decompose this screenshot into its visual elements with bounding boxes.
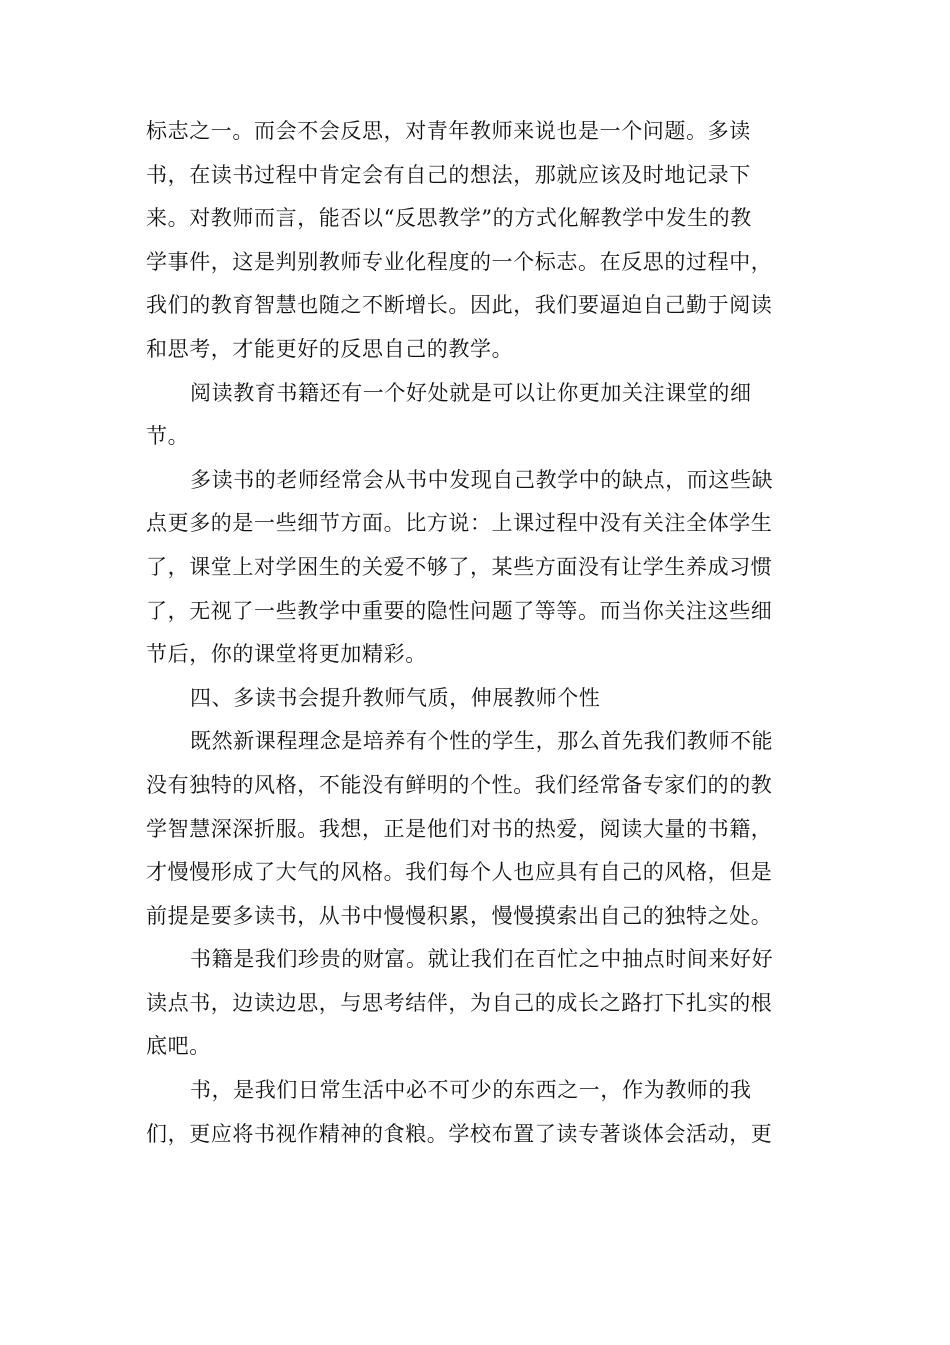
text-line: 才慢慢形成了大气的风格。我们每个人也应具有自己的风格，但是 — [146, 860, 773, 885]
text-line: 了，无视了一些教学中重要的隐性问题了等等。而当你关注这些细 — [146, 598, 773, 623]
text-line: 没有独特的风格，不能没有鲜明的个性。我们经常备专家们的的教 — [146, 772, 773, 797]
text-line: 点更多的是一些细节方面。比方说：上课过程中没有关注全体学生 — [146, 511, 773, 536]
document-body — [146, 110, 774, 1156]
paragraph-first-line: 书籍是我们珍贵的财富。就让我们在百忙之中抽点时间来好好 — [190, 947, 774, 972]
text-line: 学智慧深深折服。我想，正是他们对书的热爱，阅读大量的书籍， — [146, 816, 773, 841]
paragraph-first-line: 多读书的老师经常会从书中发现自己教学中的缺点，而这些缺 — [190, 467, 774, 492]
text-line: 节。 — [146, 424, 190, 449]
text-line: 读点书，边读边思，与思考结伴，为自己的成长之路打下扎实的根 — [146, 990, 773, 1015]
text-line: 书，在读书过程中肯定会有自己的想法，那就应该及时地记录下 — [146, 162, 751, 187]
text-line: 前提是要多读书，从书中慢慢积累，慢慢摸索出自己的独特之处。 — [146, 903, 773, 928]
paragraph-first-line: 既然新课程理念是培养有个性的学生，那么首先我们教师不能 — [190, 729, 774, 754]
text-line: 们，更应将书视作精神的食粮。学校布置了读专著谈体会活动，更 — [146, 1121, 773, 1146]
paragraph-first-line: 四、多读书会提升教师气质，伸展教师个性 — [190, 685, 601, 710]
text-line: 学事件，这是判别教师专业化程度的一个标志。在反思的过程中， — [146, 249, 773, 274]
paragraph-first-line: 阅读教育书籍还有一个好处就是可以让你更加关注课堂的细 — [190, 380, 752, 405]
text-line: 我们的教育智慧也随之不断增长。因此，我们要逼迫自己勤于阅读 — [146, 293, 773, 318]
text-line: 节后，你的课堂将更加精彩。 — [146, 642, 427, 667]
text-line: 标志之一。而会不会反思，对青年教师来说也是一个问题。多读 — [146, 119, 751, 143]
text-line: 了，课堂上对学困生的关爱不够了，某些方面没有让学生养成习惯 — [146, 554, 773, 579]
text-line: 底吧。 — [146, 1034, 211, 1059]
text-line: 来。对教师而言，能否以“反思教学”的方式化解教学中发生的教 — [146, 206, 752, 231]
text-line: 和思考，才能更好的反思自己的教学。 — [146, 336, 514, 361]
paragraph-first-line: 书，是我们日常生活中必不可少的东西之一，作为教师的我 — [190, 1078, 752, 1103]
